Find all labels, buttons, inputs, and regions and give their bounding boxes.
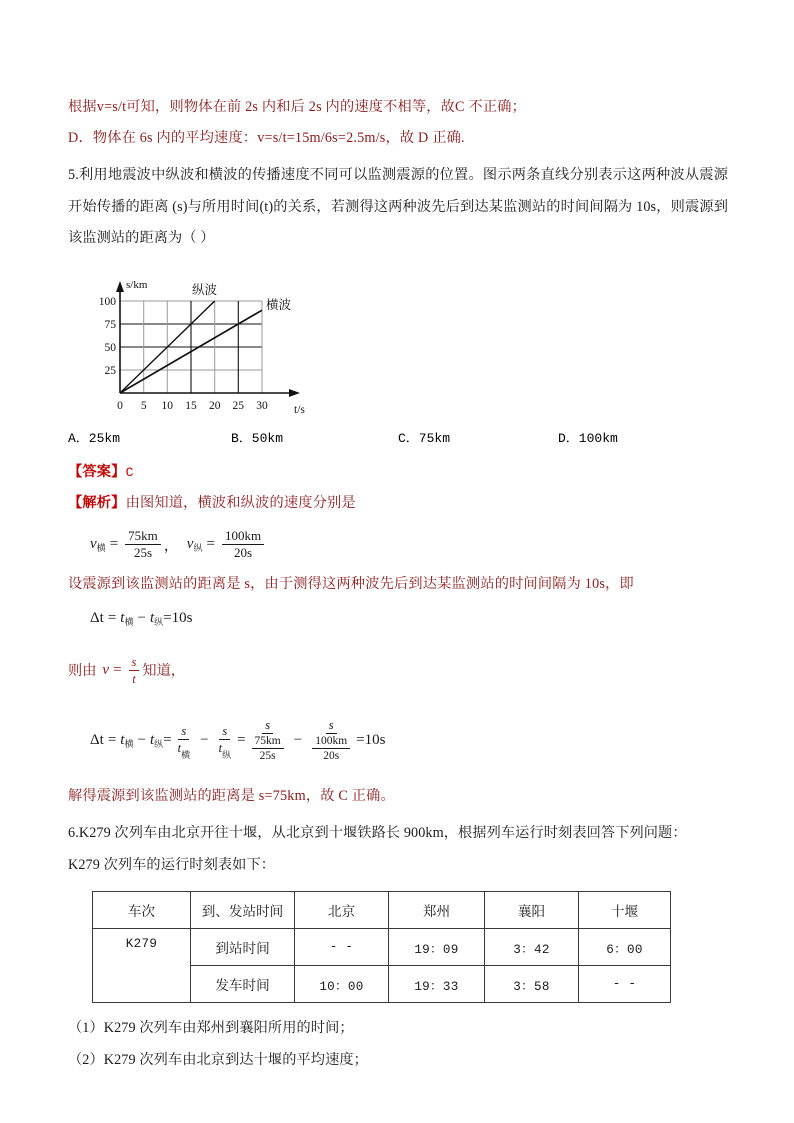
table-header-row [93, 892, 671, 929]
fraction-s-over-t-longitudinal [216, 723, 235, 761]
fraction-t-den-2: t [218, 740, 223, 755]
cell-departure-shiyan: - - [579, 966, 671, 1003]
option-c[interactable]: C．75km [398, 430, 451, 446]
question-5-options [68, 427, 728, 457]
minus-1: − [137, 609, 146, 626]
cell-departure-beijing: 10：00 [295, 966, 389, 1003]
fraction-s-num-1: s [178, 724, 189, 740]
fraction-t-denominator: t [132, 671, 136, 686]
fraction-s-over-t-transverse [175, 723, 194, 761]
chart-y-ticks [99, 296, 117, 377]
analysis-tag: 【解析】 [68, 494, 126, 511]
train-schedule-table-wrapper [92, 891, 728, 1003]
x-tick-0: 0 [117, 399, 123, 412]
minus-4: − [293, 731, 303, 748]
t-transverse-subscript-2: 横 [124, 738, 134, 749]
cell-arrival-shiyan: 6：00 [579, 929, 671, 966]
equals-3: = [107, 609, 117, 626]
cell-arrival-zhengzhou: 19：09 [389, 929, 485, 966]
know-text: 知道， [142, 663, 185, 680]
cell-arrival-xiangyang: 3：42 [485, 929, 579, 966]
question-6-sub-2: （2）K279 次列车由北京到达十堰的平均速度； [68, 1051, 368, 1068]
fraction-transverse [125, 529, 161, 561]
train-schedule-table [92, 891, 671, 1003]
complex-s-num-1: s [262, 718, 273, 734]
equals-6: = [163, 731, 172, 748]
fraction-longitudinal-numerator: 100km [222, 529, 264, 546]
nested-num-1: 75km [252, 735, 284, 750]
v-longitudinal-symbol: v [186, 536, 194, 553]
header-arrive-depart: 到、发站时间 [191, 892, 295, 929]
analysis-line [68, 488, 728, 519]
delta-t-result: =10s [356, 731, 386, 748]
y-tick-50: 50 [104, 341, 116, 354]
header-train-no: 车次 [93, 892, 191, 929]
t-longitudinal-subscript: 纵 [154, 616, 164, 627]
answer-line [68, 457, 728, 488]
t-longitudinal-symbol: t [149, 609, 155, 626]
cell-arrival-label: 到站时间 [191, 929, 295, 966]
question-6-stem [68, 818, 728, 850]
t-longitudinal-symbol-2: t [149, 731, 155, 748]
equals-2: = [206, 536, 215, 553]
question-6-sub-1: （1）K279 次列车由郑州到襄阳所用的时间； [68, 1020, 354, 1037]
conclusion-line: 解得震源到该监测站的距离是 s=75km，故 C 正确。 [68, 788, 395, 805]
question-5-number: 5. [68, 167, 79, 183]
t-longitudinal-subscript-2: 纵 [154, 738, 164, 749]
analysis-intro: 由图知道，横波和纵波的速度分别是 [125, 494, 356, 511]
header-shiyan: 十堰 [579, 892, 671, 929]
header-beijing: 北京 [295, 892, 389, 929]
chart-y-axis-label: s/km [126, 278, 148, 291]
nested-den-2: 20s [323, 750, 340, 763]
fraction-transverse-denominator: 25s [133, 545, 152, 561]
header-zhengzhou: 郑州 [389, 892, 485, 929]
x-tick-10: 10 [161, 399, 174, 412]
prev-solution-line-d: D．物体在 6s 内的平均速度：v=s/t=15m/6s=2.5m/s，故 D 正确. [68, 130, 465, 146]
fraction-t-den-1: t [177, 740, 182, 755]
complex-fraction-longitudinal [309, 718, 353, 764]
page-content [68, 92, 728, 1076]
nested-den-1: 25s [259, 750, 276, 763]
option-d[interactable]: D．100km [558, 430, 618, 446]
equals-1: = [109, 536, 119, 553]
then-by-text: 则由 [68, 663, 97, 680]
formula-comma: ， [163, 538, 179, 555]
formula-speeds [90, 529, 728, 561]
formula-delta-t-expanded [90, 718, 728, 764]
cell-departure-zhengzhou: 19：33 [389, 966, 485, 1003]
x-tick-15: 15 [185, 399, 197, 412]
chart-label-transverse: 横波 [266, 297, 292, 312]
y-tick-100: 100 [98, 295, 116, 308]
minus-3: − [200, 731, 209, 748]
option-b[interactable]: B．50km [231, 430, 284, 446]
question-6-number: 6. [68, 825, 79, 842]
chart-gridlines [120, 301, 262, 393]
table-row [93, 929, 671, 966]
then-by-line [68, 655, 728, 686]
question-5-stem [68, 160, 728, 255]
fraction-s-num-2: s [219, 724, 230, 740]
cell-arrival-beijing: - - [295, 929, 389, 966]
complex-s-num-2: s [326, 718, 337, 734]
fraction-s-numerator: s [129, 655, 140, 671]
x-tick-5: 5 [140, 399, 147, 412]
question-6-table-intro: K279 次列车的运行时刻表如下： [68, 856, 276, 873]
fraction-t-den-2-sub: 纵 [222, 750, 232, 761]
v-longitudinal-subscript: 纵 [193, 543, 203, 554]
chart-x-ticks [117, 400, 268, 412]
fraction-s-over-t [129, 655, 140, 686]
cell-departure-xiangyang: 3：58 [485, 966, 579, 1003]
seismic-wave-chart [80, 267, 380, 417]
nested-fraction-2 [312, 735, 350, 764]
x-tick-20: 20 [208, 399, 221, 412]
delta-t-symbol-2: Δt [90, 731, 104, 748]
set-distance-text: 设震源到该监测站的距离是 s，由于测得这两种波先后到达某监测站的时间间隔为 10s，即 [68, 575, 634, 592]
chart-x-axis-label: t/s [294, 403, 305, 416]
t-transverse-symbol-2: t [120, 731, 125, 748]
t-transverse-symbol: t [120, 609, 125, 626]
formula-delta-t [90, 610, 728, 627]
y-tick-75: 75 [104, 318, 116, 331]
chart-svg [80, 267, 380, 417]
chart-label-longitudinal: 纵波 [192, 282, 218, 297]
nested-num-2: 100km [312, 735, 350, 750]
v-transverse-subscript: 横 [96, 543, 106, 554]
y-tick-25: 25 [104, 364, 116, 377]
header-xiangyang: 襄阳 [485, 892, 579, 929]
prev-solution-line-c: 根据v=s/t可知，则物体在前 2s 内和后 2s 内的速度不相等，故C 不正确； [68, 99, 527, 115]
fraction-longitudinal [222, 529, 264, 561]
fraction-t-den-1-sub: 横 [181, 750, 191, 761]
equals-4: = [113, 661, 122, 678]
complex-fraction-transverse [249, 718, 287, 764]
option-a[interactable]: A．25km [68, 430, 121, 446]
x-tick-25: 25 [232, 399, 245, 412]
question-5-text: 利用地震波中纵波和横波的传播速度不同可以监测震源的位置。图示两条直线分别表示这两种波从震源开始传播的距离 (s)与所用时间(t)的关系，若测得这两种波先后到达某监测站的时间间隔为 10s，则震源到该监测站的距离为（ ） [68, 167, 728, 246]
answer-value: C [125, 464, 134, 480]
fraction-longitudinal-denominator: 20s [233, 545, 253, 561]
delta-t-symbol: Δt [90, 609, 104, 626]
delta-t-value: =10s [163, 609, 193, 626]
minus-2: − [137, 731, 146, 748]
cell-train-number: K279 [93, 929, 191, 1003]
cell-departure-label: 发车时间 [191, 966, 295, 1003]
equals-7: = [237, 731, 246, 748]
x-tick-30: 30 [256, 399, 268, 412]
equals-5: = [107, 731, 117, 748]
v-symbol-inline: v [102, 661, 110, 678]
answer-tag: 【答案】 [68, 463, 126, 480]
v-transverse-symbol: v [90, 536, 97, 553]
nested-fraction-1 [252, 735, 284, 764]
question-6-text: K279 次列车由北京开往十堰，从北京到十堰铁路长 900km，根据列车运行时刻表回答下列问题： [78, 825, 687, 842]
t-transverse-subscript: 横 [124, 616, 134, 627]
fraction-transverse-numerator: 75km [125, 529, 161, 546]
